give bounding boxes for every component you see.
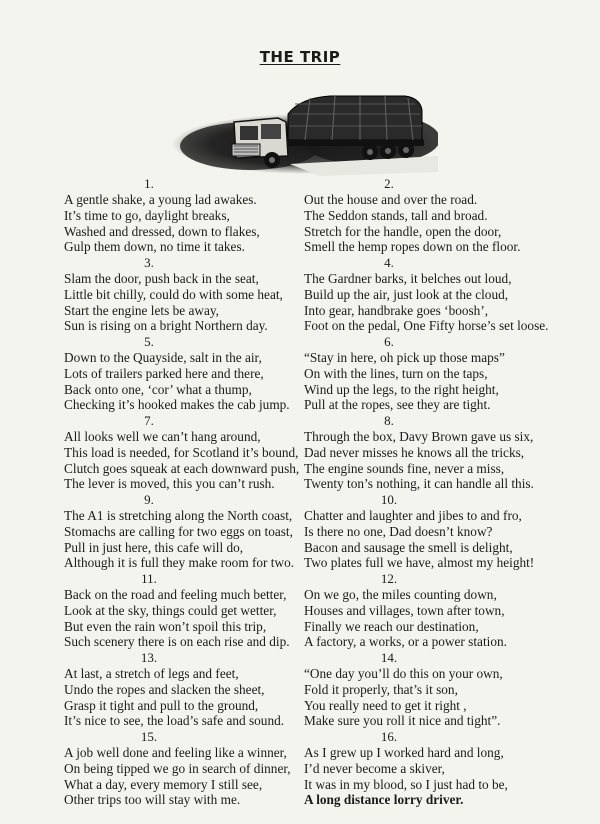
stanza — [64, 413, 314, 492]
verse-line: Checking it’s hooked makes the cab jump. — [64, 397, 290, 413]
right-column — [304, 176, 554, 808]
verse-line: It’s time to go, daylight breaks, — [64, 207, 230, 223]
stanza-number: 15. — [140, 729, 158, 744]
verse-line: Stomachs are calling for two eggs on toast, — [64, 523, 293, 539]
verse-line: A long distance lorry driver. — [304, 792, 464, 808]
verse-line: Fold it properly, that’s it son, — [304, 681, 458, 697]
verse-line: “Stay in here, oh pick up those maps” — [304, 350, 505, 365]
verse-line: Slam the door, push back in the seat, — [64, 271, 259, 286]
verse-line: Back on the road and feeling much better, — [64, 587, 287, 602]
verse-line: A job well done and feeling like a winner, — [64, 745, 287, 760]
stanza-number: 10. — [380, 492, 398, 507]
verse-line: What a day, every memory I still see, — [64, 776, 263, 792]
verse-line: Undo the ropes and slacken the sheet, — [64, 681, 265, 697]
verse-line: Is there no one, Dad doesn’t know? — [304, 523, 493, 539]
verse-line: All looks well we can’t hang around, — [64, 429, 261, 444]
verse-line: The lever is moved, this you can’t rush. — [64, 476, 275, 492]
verse-line: Sun is rising on a bright Northern day. — [64, 318, 268, 334]
verse-line: Finally we reach our destination, — [304, 618, 479, 634]
verse-line: Look at the sky, things could get wetter, — [64, 602, 277, 618]
stanza — [64, 334, 314, 413]
verse-line: Smell the hemp ropes down on the floor. — [304, 239, 521, 255]
stanza — [64, 255, 314, 334]
stanza-number: 12. — [380, 571, 398, 586]
poem-title: THE TRIP — [259, 48, 341, 66]
lorry-illustration — [170, 84, 438, 182]
stanza-number: 14. — [380, 650, 398, 665]
verse-line: Start the engine lets be away, — [64, 302, 219, 318]
stanza — [304, 176, 554, 255]
verse-line: A factory, a works, or a power station. — [304, 634, 507, 650]
verse-line: Twenty ton’s nothing, it can handle all this. — [304, 476, 534, 492]
verse-line: Bacon and sausage the smell is delight, — [304, 539, 513, 555]
verse-line: It was in my blood, so I just had to be, — [304, 776, 508, 792]
stanza-number: 16. — [380, 729, 398, 744]
verse-line: On we go, the miles counting down, — [304, 587, 497, 602]
verse-line: A gentle shake, a young lad awakes. — [64, 192, 257, 207]
verse-line: Pull at the ropes, see they are tight. — [304, 397, 491, 413]
verse-line: The Gardner barks, it belches out loud, — [304, 271, 512, 286]
stanza-number: 2. — [384, 176, 394, 191]
verse-line: Stretch for the handle, open the door, — [304, 223, 502, 239]
verse-line: Gulp them down, no time it takes. — [64, 239, 245, 255]
verse-line: On with the lines, turn on the taps, — [304, 365, 488, 381]
verse-line: On being tipped we go in search of dinner, — [64, 760, 291, 776]
stanza — [64, 729, 314, 808]
stanza — [64, 492, 314, 571]
verse-line: Washed and dressed, down to flakes, — [64, 223, 260, 239]
stanza — [304, 334, 554, 413]
verse-line: Clutch goes squeak at each downward push, — [64, 460, 300, 476]
stanza — [304, 492, 554, 571]
verse-line: The A1 is stretching along the North coast, — [64, 508, 293, 523]
stanza — [64, 650, 314, 729]
verse-line: Into gear, handbrake goes ‘boosh’, — [304, 302, 489, 318]
verse-line: Back onto one, ‘cor’ what a thump, — [64, 381, 252, 397]
stanza-number: 13. — [140, 650, 158, 665]
verse-line: It’s nice to see, the load’s safe and sound. — [64, 713, 285, 729]
verse-line: This load is needed, for Scotland it’s bound, — [64, 444, 299, 460]
verse-line: Pull in just here, this cafe will do, — [64, 539, 244, 555]
verse-line: Chatter and laughter and jibes to and fro, — [304, 508, 522, 523]
verse-line: Make sure you roll it nice and tight”. — [304, 713, 501, 729]
verse-line: But even the rain won’t spoil this trip, — [64, 618, 267, 634]
verse-line: As I grew up I worked hard and long, — [304, 745, 504, 760]
verse-line: Grasp it tight and pull to the ground, — [64, 697, 259, 713]
verse-line: Two plates full we have, almost my height! — [304, 555, 535, 571]
verse-line: Houses and villages, town after town, — [304, 602, 505, 618]
stanza-number: 5. — [144, 334, 154, 349]
verse-line: Build up the air, just look at the cloud, — [304, 286, 509, 302]
verse-line: You really need to get it right , — [304, 697, 467, 713]
stanza-number: 8. — [384, 413, 394, 428]
stanza-number: 7. — [144, 413, 154, 428]
stanza-number: 4. — [384, 255, 394, 270]
verse-line: Little bit chilly, could do with some heat, — [64, 286, 283, 302]
stanza — [64, 571, 314, 650]
verse-line: Other trips too will stay with me. — [64, 792, 241, 808]
stanza — [304, 650, 554, 729]
left-column — [64, 176, 314, 808]
verse-line: Such scenery there is on each rise and dip. — [64, 634, 290, 650]
stanza — [304, 571, 554, 650]
verse-line: Dad never misses he knows all the tricks, — [304, 444, 525, 460]
stanza — [304, 413, 554, 492]
verse-line: Wind up the legs, to the right height, — [304, 381, 499, 397]
verse-line: I’d never become a skiver, — [304, 760, 445, 776]
verse-line: Foot on the pedal, One Fifty horse’s set loose. — [304, 318, 549, 334]
verse-line: “One day you’ll do this on your own, — [304, 666, 503, 681]
verse-line: Down to the Quayside, salt in the air, — [64, 350, 262, 365]
verse-line: Out the house and over the road. — [304, 192, 478, 207]
stanza-number: 6. — [384, 334, 394, 349]
verse-line: Lots of trailers parked here and there, — [64, 365, 264, 381]
verse-line: Through the box, Davy Brown gave us six, — [304, 429, 534, 444]
stanza-number: 3. — [144, 255, 154, 270]
verse-line: Although it is full they make room for two. — [64, 555, 295, 571]
stanza-number: 9. — [144, 492, 154, 507]
stanza — [304, 255, 554, 334]
stanza — [304, 729, 554, 808]
stanza — [64, 176, 314, 255]
verse-line: The Seddon stands, tall and broad. — [304, 207, 488, 223]
verse-line: The engine sounds fine, never a miss, — [304, 460, 505, 476]
stanza-number: 11. — [141, 571, 157, 586]
verse-line: At last, a stretch of legs and feet, — [64, 666, 239, 681]
stanza-number: 1. — [144, 176, 154, 191]
